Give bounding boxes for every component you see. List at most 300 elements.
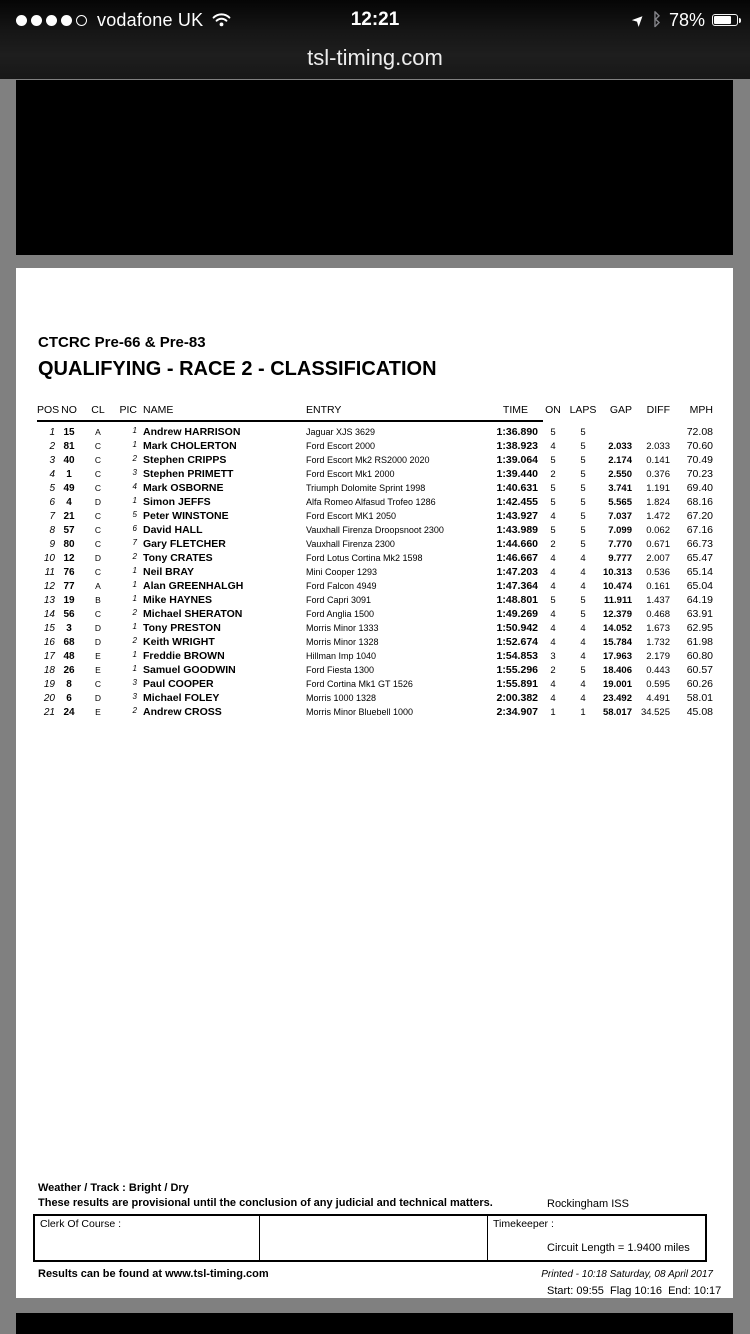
cell-gap: 19.001 [602,679,632,690]
cell-time: 1:55.296 [496,664,538,676]
cell-name: Mike HAYNES [143,594,213,606]
cell-name: Simon JEFFS [143,496,211,508]
cell-diff: 1.673 [646,623,670,634]
cell-laps: 4 [580,567,586,578]
table-row [37,495,713,509]
cell-time: 1:48.801 [496,594,538,606]
cell-no: 4 [66,497,72,508]
table-row [37,467,713,481]
cell-gap: 15.784 [602,637,632,648]
cell-cl: C [94,539,102,549]
clerk-of-course-cell: Clerk Of Course : [35,1216,260,1260]
cell-laps: 4 [580,679,586,690]
cell-on: 5 [550,483,556,494]
cell-entry: Vauxhall Firenza Droopsnoot 2300 [306,525,444,535]
cell-pos: 8 [49,525,55,536]
cell-no: 49 [63,483,75,494]
printed-timestamp: Printed - 10:18 Saturday, 08 April 2017 [541,1269,713,1280]
cell-on: 5 [550,525,556,536]
cell-pic: 1 [132,580,137,589]
cell-pos: 15 [43,623,55,634]
cell-mph: 70.23 [686,468,713,480]
cell-on: 5 [550,427,556,438]
carrier-label: vodafone UK [97,9,204,30]
cell-time: 1:43.989 [496,524,538,536]
cell-pic: 3 [132,692,137,701]
cell-on: 3 [550,651,556,662]
cell-cl: D [94,623,102,633]
cell-time: 1:54.853 [496,650,538,662]
cell-pic: 2 [132,454,137,463]
cell-pos: 13 [43,595,55,606]
column-header-entry: ENTRY [306,404,342,416]
cell-no: 24 [63,707,75,718]
cell-entry: Morris Minor 1328 [306,637,379,647]
cell-no: 77 [63,581,75,592]
cell-gap: 7.099 [608,525,632,536]
cell-entry: Ford Lotus Cortina Mk2 1598 [306,553,423,563]
cell-gap: 7.037 [608,511,632,522]
column-header-time: TIME [502,404,528,416]
cell-no: 21 [63,511,75,522]
cell-name: Andrew HARRISON [143,426,241,438]
cell-no: 48 [63,651,75,662]
weather-track-note: Weather / Track : Bright / Dry [38,1182,189,1194]
cell-laps: 5 [580,595,586,606]
cell-entry: Morris Minor Bluebell 1000 [306,707,414,717]
cell-mph: 67.16 [686,524,713,536]
cell-on: 4 [550,693,556,704]
cell-no: 26 [63,665,75,676]
results-url-note: Results can be found at www.tsl-timing.com [38,1268,269,1280]
cell-diff: 1.437 [646,595,670,606]
cell-name: Neil BRAY [143,566,194,578]
cell-laps: 5 [580,455,586,466]
cell-laps: 5 [580,469,586,480]
cell-mph: 65.47 [686,552,713,564]
cell-entry: Mini Cooper 1293 [306,567,378,577]
cell-pic: 1 [132,566,137,575]
cell-time: 1:52.674 [496,636,538,648]
cell-pic: 2 [132,636,137,645]
cell-mph: 58.01 [686,692,713,704]
cell-no: 6 [66,693,72,704]
cell-cl: E [95,707,101,717]
cell-gap: 5.565 [608,497,632,508]
cell-cl: E [95,651,101,661]
cell-on: 4 [550,637,556,648]
cell-no: 81 [63,441,75,452]
cell-name: Samuel GOODWIN [143,664,236,676]
cell-diff: 1.732 [646,637,670,648]
cell-no: 68 [63,637,75,648]
cell-gap: 10.474 [602,581,632,592]
cell-cl: D [94,637,102,647]
cell-no: 1 [66,469,72,480]
blank-signature-cell [260,1216,488,1260]
cell-laps: 4 [580,693,586,704]
cell-diff: 2.033 [646,441,670,452]
cell-pos: 7 [49,511,55,522]
cell-mph: 45.08 [686,706,713,718]
table-row [37,691,713,705]
cell-pic: 1 [132,426,137,435]
cell-mph: 64.19 [686,594,713,606]
cell-gap: 12.379 [602,609,632,620]
cell-diff: 0.161 [646,581,670,592]
cell-time: 1:50.942 [496,622,538,634]
cell-name: Freddie BROWN [143,650,225,662]
cell-time: 1:40.631 [496,482,538,494]
cell-on: 5 [550,595,556,606]
cell-pos: 17 [43,651,55,662]
cell-cl: E [95,665,101,675]
cell-gap: 58.017 [602,707,632,718]
cell-time: 1:42.455 [496,496,538,508]
cell-laps: 4 [580,637,586,648]
cell-name: David HALL [143,524,203,536]
cell-entry: Ford Cortina Mk1 GT 1526 [306,679,413,689]
cell-on: 2 [550,665,556,676]
cell-pic: 5 [132,510,137,519]
cell-cl: D [94,497,102,507]
cell-gap: 11.911 [603,595,632,606]
cell-cl: D [94,553,102,563]
table-row [37,551,713,565]
clock-label: 12:21 [350,9,400,30]
cell-time: 1:38.923 [496,440,538,452]
battery-fill [714,16,731,24]
cell-on: 1 [550,707,556,718]
cell-entry: Ford Escort Mk1 2000 [306,469,395,479]
table-row [37,677,713,691]
table-row [37,705,713,719]
cell-diff: 1.191 [646,483,670,494]
cell-on: 4 [550,441,556,452]
cell-cl: C [94,609,102,619]
cell-no: 40 [63,455,75,466]
cell-pos: 2 [49,441,55,452]
cell-no: 76 [63,567,75,578]
cell-pic: 1 [132,594,137,603]
cell-laps: 5 [580,539,586,550]
cell-entry: Ford Falcon 4949 [306,581,377,591]
cell-name: Gary FLETCHER [143,538,226,550]
cell-mph: 62.95 [686,622,713,634]
cell-name: Mark CHOLERTON [143,440,237,452]
cell-entry: Ford Escort 2000 [306,441,376,451]
cell-on: 4 [550,553,556,564]
cell-pos: 10 [43,553,55,564]
cell-laps: 5 [580,609,586,620]
cell-name: Tony PRESTON [143,622,221,634]
cell-cl: A [95,427,101,437]
cell-mph: 60.26 [686,678,713,690]
cell-no: 57 [63,525,75,536]
cell-no: 8 [66,679,72,690]
cell-gap: 9.777 [608,553,632,564]
cell-on: 4 [550,581,556,592]
cell-pos: 18 [43,665,55,676]
cell-mph: 63.91 [686,608,713,620]
cell-cl: C [94,525,102,535]
cell-entry: Morris Minor 1333 [306,623,379,633]
cell-laps: 1 [580,707,586,718]
table-row [37,593,713,607]
cell-pic: 1 [132,664,137,673]
cell-laps: 5 [580,525,586,536]
table-row [37,579,713,593]
cell-name: Keith WRIGHT [143,636,215,648]
cell-on: 4 [550,623,556,634]
cell-pos: 6 [49,497,55,508]
cell-pic: 1 [132,622,137,631]
cell-pos: 14 [43,609,55,620]
cell-pos: 11 [44,567,55,578]
cell-entry: Jaguar XJS 3629 [306,427,376,437]
cell-pos: 20 [43,693,55,704]
cell-gap: 23.492 [602,693,632,704]
cell-mph: 69.40 [686,482,713,494]
cell-pos: 12 [43,581,55,592]
cell-on: 2 [550,469,556,480]
cell-pos: 21 [43,707,55,718]
cell-mph: 60.80 [686,650,713,662]
cell-pic: 3 [132,468,137,477]
cell-time: 2:34.907 [496,706,538,718]
cell-name: Andrew CROSS [143,706,222,718]
table-row [37,481,713,495]
status-right-cluster [628,0,738,40]
cell-diff: 0.376 [646,469,670,480]
cell-time: 1:47.364 [496,580,538,592]
cell-gap: 17.963 [602,651,632,662]
cell-diff: 0.141 [646,455,670,466]
cell-pos: 9 [49,539,55,550]
table-row [37,635,713,649]
cell-laps: 4 [580,651,586,662]
table-row [37,565,713,579]
table-row [37,453,713,467]
cell-mph: 65.14 [686,566,713,578]
cell-pic: 2 [132,552,137,561]
cell-mph: 68.16 [686,496,713,508]
cell-laps: 5 [580,497,586,508]
cell-time: 1:47.203 [496,566,538,578]
cell-time: 1:43.927 [496,510,538,522]
battery-percent-label: 78% [668,9,705,30]
cell-name: Peter WINSTONE [143,510,229,522]
cell-diff: 0.595 [646,679,670,690]
column-header-name: NAME [143,404,174,416]
column-header-laps: LAPS [569,404,597,416]
cell-gap: 14.052 [602,623,632,634]
signature-box [33,1214,707,1262]
table-row [37,439,713,453]
cell-no: 12 [63,553,75,564]
cell-pos: 5 [49,483,55,494]
cell-mph: 66.73 [686,538,713,550]
cell-on: 5 [550,455,556,466]
cell-cl: C [94,567,102,577]
cell-time: 1:36.890 [496,426,538,438]
cell-pic: 6 [132,524,137,533]
cell-name: Stephen CRIPPS [143,454,227,466]
cell-pic: 2 [132,608,137,617]
event-series-title: CTCRC Pre-66 & Pre-83 [38,334,206,351]
cell-on: 5 [550,497,556,508]
cell-laps: 5 [580,427,586,438]
cell-on: 4 [550,511,556,522]
cell-gap: 2.033 [608,441,632,452]
cell-time: 1:39.440 [496,468,538,480]
cell-entry: Ford Fiesta 1300 [306,665,375,675]
cell-time: 1:46.667 [496,552,538,564]
cell-time: 2:00.382 [496,692,538,704]
column-header-cl: CL [91,404,105,416]
cell-mph: 72.08 [686,426,713,438]
cell-laps: 4 [580,553,586,564]
cell-name: Michael FOLEY [143,692,220,704]
cell-name: Tony CRATES [143,552,213,564]
cell-diff: 4.491 [646,693,670,704]
table-header [37,403,713,422]
table-row [37,523,713,537]
cell-diff: 0.671 [646,539,670,550]
cell-laps: 5 [580,511,586,522]
column-header-mph: MPH [689,404,713,416]
cell-gap: 7.770 [608,539,632,550]
bluetooth-icon: ᛒ [651,10,662,29]
cell-cl: D [94,693,102,703]
cell-no: 3 [66,623,72,634]
cell-cl: C [94,679,102,689]
classification-table [37,403,713,719]
table-row [37,607,713,621]
cell-name: Alan GREENHALGH [143,580,244,592]
cell-pic: 2 [132,706,137,715]
cell-gap: 2.174 [608,455,632,466]
cell-diff: 2.007 [646,553,670,564]
table-row [37,663,713,677]
cell-entry: Alfa Romeo Alfasud Trofeo 1286 [306,497,436,507]
cell-no: 80 [63,539,75,550]
cell-pic: 1 [132,650,137,659]
cell-name: Mark OSBORNE [143,482,224,494]
cell-laps: 4 [580,581,586,592]
session-times: Start: 09:55 Flag 10:16 End: 10:17 [547,1285,722,1297]
cell-no: 19 [63,595,75,606]
cell-pos: 3 [49,455,55,466]
cell-diff: 0.536 [646,567,670,578]
cell-on: 2 [550,539,556,550]
cell-laps: 5 [580,665,586,676]
cell-pic: 4 [132,482,137,491]
column-header-no: NO [61,404,77,416]
cell-gap: 2.550 [608,469,632,480]
cell-entry: Morris 1000 1328 [306,693,377,703]
cell-time: 1:39.064 [496,454,538,466]
cell-name: Michael SHERATON [143,608,243,620]
cell-mph: 70.60 [686,440,713,452]
cell-pos: 16 [43,637,55,648]
page-title: QUALIFYING - RACE 2 - CLASSIFICATION [38,358,437,380]
timekeeper-cell: Timekeeper : [493,1218,554,1230]
cell-time: 1:49.269 [496,608,538,620]
address-bar-title[interactable]: tsl-timing.com [307,45,443,70]
column-header-on: ON [545,404,561,416]
cell-pos: 1 [49,427,55,438]
table-row [37,425,713,439]
header-underline [37,420,543,422]
cell-mph: 67.20 [686,510,713,522]
cell-diff: 1.472 [646,511,670,522]
cell-time: 1:44.660 [496,538,538,550]
column-header-diff: DIFF [646,404,670,416]
cell-gap: 18.406 [602,665,632,676]
cell-entry: Triumph Dolomite Sprint 1998 [306,483,426,493]
cell-pos: 19 [43,679,55,690]
table-row [37,649,713,663]
cell-cl: C [94,511,102,521]
battery-icon [712,14,738,26]
cell-laps: 5 [580,483,586,494]
cell-gap: 3.741 [608,483,632,494]
cell-no: 15 [63,427,75,438]
cell-pic: 3 [132,678,137,687]
cell-name: Stephen PRIMETT [143,468,234,480]
cell-cl: B [95,595,101,605]
cell-cl: C [94,441,102,451]
table-body [37,425,713,719]
cell-laps: 5 [580,441,586,452]
provisional-note: These results are provisional until the conclusion of any judicial and technical matters. [38,1197,493,1209]
cell-mph: 65.04 [686,580,713,592]
cell-cl: C [94,469,102,479]
table-row [37,509,713,523]
cell-pic: 1 [132,496,137,505]
cell-entry: Hillman Imp 1040 [306,651,377,661]
cell-diff: 0.443 [646,665,670,676]
cell-cl: C [94,455,102,465]
status-bar [0,0,750,40]
cell-entry: Ford Escort MK1 2050 [306,511,397,521]
circuit-length: Circuit Length = 1.9400 miles [547,1241,690,1254]
cell-entry: Ford Escort Mk2 RS2000 2020 [306,455,430,465]
cell-time: 1:55.891 [496,678,538,690]
cell-laps: 4 [580,623,586,634]
table-header-row [37,403,713,417]
cell-diff: 1.824 [646,497,670,508]
circuit-name: Rockingham ISS [547,1198,629,1210]
cell-mph: 61.98 [686,636,713,648]
cell-pos: 4 [49,469,55,480]
cell-on: 4 [550,679,556,690]
column-header-gap: GAP [609,404,632,416]
cell-diff: 0.062 [646,525,670,536]
column-header-pic: PIC [119,404,137,416]
cell-no: 56 [63,609,75,620]
cell-entry: Vauxhall Firenza 2300 [306,539,395,549]
cell-on: 4 [550,609,556,620]
table-row [37,537,713,551]
cell-name: Paul COOPER [143,678,214,690]
cell-pic: 7 [132,538,137,547]
column-header-pos: POS [37,404,60,416]
cell-entry: Ford Anglia 1500 [306,609,375,619]
table-row [37,621,713,635]
cell-cl: A [95,581,101,591]
